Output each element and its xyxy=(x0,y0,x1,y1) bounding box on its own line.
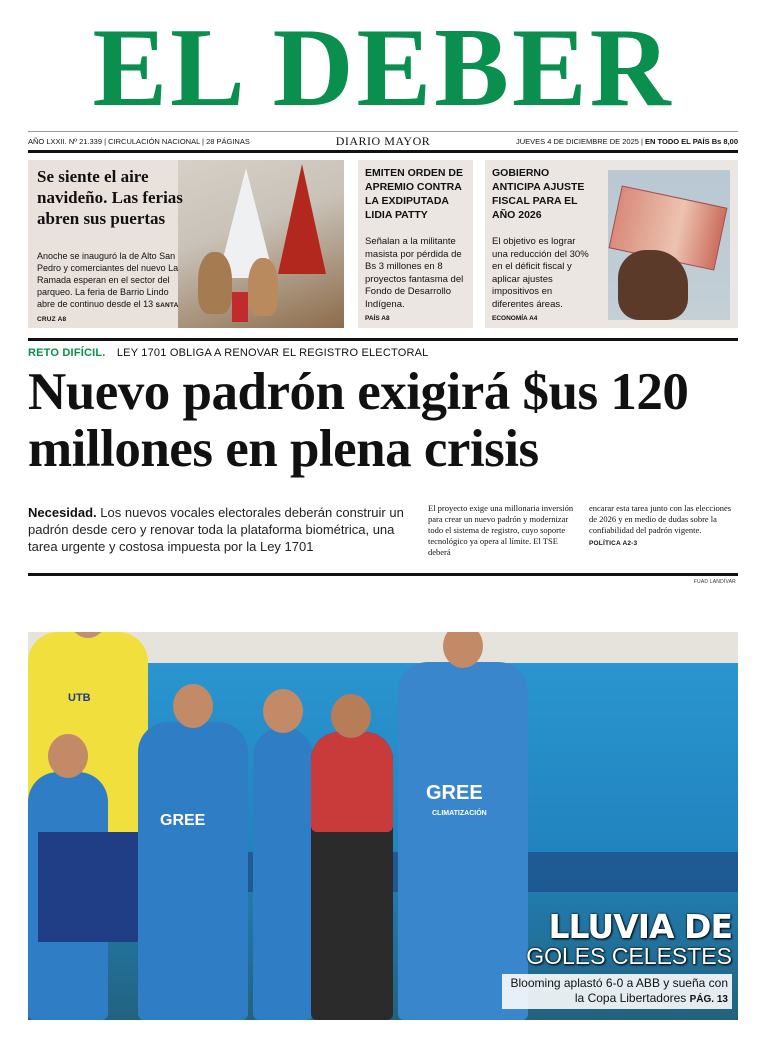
tagline: DIARIO MAYOR xyxy=(335,133,431,148)
teddy-bear-shape xyxy=(248,258,278,316)
teaser-lidia[interactable] xyxy=(358,160,473,328)
referee-head xyxy=(331,694,371,738)
photo-divider xyxy=(28,573,738,576)
teaser-fiscal-ref[interactable]: ECONOMÍA A4 xyxy=(492,315,538,322)
story-column-1: El proyecto exige una millonaria inversión para crear un nuevo padrón y modernizar todo el sistema de registro, cuyo soporte tecnológico ya opera al límite. El TSE deberá xyxy=(428,503,574,557)
teaser-lidia-ref[interactable]: PAÍS A8 xyxy=(365,315,390,322)
teaser-fiscal-body: El objetivo es lograr una reducción del 30% en el déficit fiscal y aplicar ajustes impositivos en diferentes áreas. xyxy=(492,236,589,310)
teaser-ferias-headline[interactable]: Se siente el aire navideño. Las ferias abren sus puertas xyxy=(37,167,183,228)
kicker-label: RETO DIFÍCIL. xyxy=(28,347,106,359)
date-price xyxy=(488,137,738,146)
photo-overlay-sub xyxy=(502,974,732,1009)
overlay-page-ref[interactable]: PÁG. 13 xyxy=(689,994,728,1005)
deck-text: Los nuevos vocales electorales deberán construir un padrón desde cero y renovar toda la plataforma biométrica, una tarea urgente y costosa impuesta por la Ley 1701 xyxy=(28,505,404,554)
jersey-sponsor-sub: CLIMATIZACIÓN xyxy=(432,810,487,817)
photo-credit: FUAD LANDÍVAR xyxy=(693,579,736,585)
referee-shirt xyxy=(311,732,393,832)
main-headline[interactable]: Nuevo padrón exigirá $us 120 millones en plena crisis xyxy=(28,363,689,478)
teaser-fiscal[interactable] xyxy=(485,160,738,328)
teddy-bear-shape xyxy=(198,252,232,314)
player-figure xyxy=(138,722,248,1020)
main-kicker xyxy=(28,347,428,359)
teaser-ferias-ref[interactable]: SANTA CRUZ A8 xyxy=(37,302,179,323)
player-head xyxy=(48,734,88,778)
overlay-sub-text: Blooming aplastó 6-0 a ABB y sueña con la Copa Libertadores xyxy=(510,976,728,1005)
teaser-ferias-text: Anoche se inauguró la de Alto San Pedro y comerciantes del nuevo La Ramada esperan en el sector del parqueo. La feria de Barrio Lindo abre de continuo desde el 13 xyxy=(37,251,179,309)
opponent-shorts xyxy=(38,832,138,942)
player-head xyxy=(173,684,213,728)
gift-shape xyxy=(232,292,248,322)
teaser-lidia-body: Señalan a la militante masista por pérdida de Bs 3 millones en 8 proyectos fantasma del Fondo de Desarrollo Indígena. xyxy=(365,236,464,310)
story-column-2-text: encarar esta tarea junto con las elecciones de 2026 y en medio de dudas sobre la confiabilidad del padrón vigente. xyxy=(589,503,732,535)
deck-lead: Necesidad. xyxy=(28,505,97,520)
teaser-row xyxy=(28,160,738,328)
overlay-line-1: LLUVIA DE xyxy=(548,907,732,946)
overlay-line-2: GOLES CELESTES xyxy=(526,943,732,969)
referee-figure xyxy=(311,732,393,1020)
masthead-infobar xyxy=(28,131,738,153)
masthead-logo[interactable]: EL DEBER xyxy=(92,6,674,130)
teaser-lidia-headline[interactable]: EMITEN ORDEN DE APREMIO CONTRA LA EXDIPUTADA LIDIA PATTY xyxy=(365,167,464,221)
story-ref[interactable]: POLÍTICA A2-3 xyxy=(589,540,638,547)
banknote-photo xyxy=(608,170,730,320)
teaser-ferias-body xyxy=(37,250,182,326)
story-column-2 xyxy=(589,503,739,549)
jersey-sponsor: GREE xyxy=(160,812,206,829)
jersey-sponsor: GREE xyxy=(426,782,483,804)
opponent-sponsor: UTB xyxy=(68,692,91,704)
edition-info: AÑO LXXII. Nº 21.339 | CIRCULACIÓN NACIONAL | 28 PÁGINAS xyxy=(28,136,250,146)
player-head xyxy=(443,632,483,668)
teaser-fiscal-headline[interactable]: GOBIERNO ANTICIPA AJUSTE FISCAL PARA EL AÑO 2026 xyxy=(492,167,585,221)
hand-shape xyxy=(618,250,688,320)
player-head xyxy=(263,689,303,733)
kicker-text: LEY 1701 OBLIGA A RENOVAR EL REGISTRO ELECTORAL xyxy=(116,347,429,359)
opponent-head xyxy=(68,632,108,638)
edition-date: JUEVES 4 DE DICIEMBRE DE 2025 | xyxy=(515,136,643,146)
teaser-ferias[interactable] xyxy=(28,160,344,328)
section-divider xyxy=(28,338,738,341)
main-deck xyxy=(28,504,406,555)
player-figure xyxy=(253,727,313,1020)
photo-overlay-title[interactable] xyxy=(492,907,732,969)
red-tree-shape xyxy=(278,164,326,274)
edition-price: EN TODO EL PAÍS Bs 8,00 xyxy=(645,136,738,146)
